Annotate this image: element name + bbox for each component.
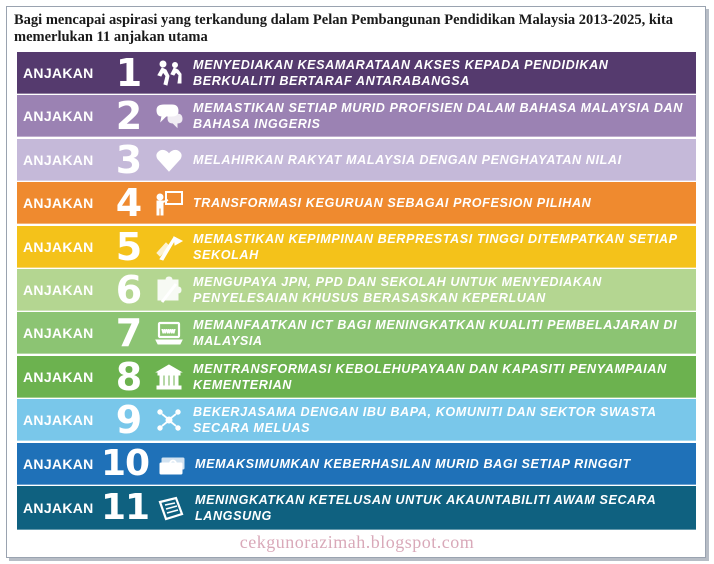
shift-row-10: [17, 443, 696, 485]
shift-label: ANJAKAN: [23, 151, 94, 168]
leader-flag-icon: [151, 231, 187, 263]
footer-watermark: cekgunorazimah.blogspot.com: [239, 532, 475, 552]
shift-description: MENGUPAYA JPN, PPD DAN SEKOLAH UNTUK MENYEDIAKAN PENYELESAIAN KHUSUS BERASASKAN KEPERLUAN: [193, 274, 602, 305]
shift-number: 3: [115, 137, 143, 182]
shift-number: 11: [100, 486, 150, 528]
shift-description: MENTRANSFORMASI KEBOLEHUPAYAAN DAN KAPASITI PENYAMPAIAN KEMENTERIAN: [193, 361, 667, 392]
svg-text:www: www: [162, 329, 175, 336]
shift-description: MENINGKATKAN KETELUSAN UNTUK AKAUNTABILITI AWAM SECARA LANGSUNG: [195, 492, 656, 523]
shift-description: TRANSFORMASI KEGURUAN SEBAGAI PROFESION PILIHAN: [193, 196, 592, 211]
shift-description: MEMASTIKAN KEPIMPINAN BERPRESTASI TINGGI DITEMPATKAN SETIAP SEKOLAH: [193, 231, 678, 262]
shift-number: 9: [115, 398, 143, 443]
shift-number: 8: [115, 354, 143, 399]
shift-row-8: [17, 356, 696, 398]
shift-description: MEMANFAATKAN ICT BAGI MENINGKATKAN KUALITI PEMBELAJARAN DI MALAYSIA: [193, 318, 678, 349]
shift-label: ANJAKAN: [23, 108, 94, 125]
shift-row-11: [17, 486, 696, 530]
shift-label: ANJAKAN: [23, 325, 94, 342]
shift-description: BEKERJASAMA DENGAN IBU BAPA, KOMUNITI DAN SEKTOR SWASTA SECARA MELUAS: [193, 405, 657, 436]
shift-label: ANJAKAN: [23, 281, 94, 298]
shift-row-2: [17, 95, 696, 137]
shift-number: 7: [115, 311, 143, 356]
shift-number: 5: [115, 224, 143, 269]
puzzle-tools-icon: [151, 274, 187, 306]
shift-number: 2: [115, 94, 143, 139]
shift-row-7: [17, 312, 696, 354]
shift-description: MEMASTIKAN SETIAP MURID PROFISIEN DALAM BAHASA MALAYSIA DAN BAHASA INGGERIS: [193, 101, 683, 132]
shift-number: 10: [100, 442, 150, 484]
laptop-icon: [151, 317, 187, 349]
shift-description: MENYEDIAKAN KESAMARATAAN AKSES KEPADA PENDIDIKAN BERKUALITI BERTARAF ANTARABANGSA: [193, 58, 609, 88]
shift-label: ANJAKAN: [23, 412, 94, 429]
teacher-board-icon: [151, 187, 187, 219]
government-building-icon: [151, 361, 187, 393]
shift-number: 4: [115, 181, 143, 226]
shift-label: ANJAKAN: [23, 368, 94, 385]
shift-number: 1: [115, 51, 143, 95]
shift-row-3: [17, 139, 696, 181]
shift-label: ANJAKAN: [23, 499, 94, 516]
shift-label: ANJAKAN: [23, 238, 94, 255]
money-stack-icon: [153, 448, 189, 480]
community-people-icon: [151, 404, 187, 436]
shift-row-1: [17, 52, 696, 94]
shift-row-9: [17, 399, 696, 441]
shift-row-6: [17, 269, 696, 311]
shift-label: ANJAKAN: [23, 195, 94, 212]
shift-label: ANJAKAN: [23, 65, 94, 81]
shift-label: ANJAKAN: [23, 455, 94, 472]
running-people-icon: [151, 57, 187, 89]
shift-number: 6: [115, 267, 143, 312]
shift-description: MELAHIRKAN RAKYAT MALAYSIA DENGAN PENGHAYATAN NILAI: [193, 152, 622, 167]
speech-bubbles-icon: [151, 100, 187, 132]
intro-text: Bagi mencapai aspirasi yang terkandung dalam Pelan Pembangunan Pendidikan Malaysia 2013-2025, kita memerlukan 11 anjakan utama: [14, 12, 674, 45]
shift-description: MEMAKSIMUMKAN KEBERHASILAN MURID BAGI SETIAP RINGGIT: [195, 456, 631, 471]
shift-row-4: [17, 182, 696, 224]
transparency-document-icon: [153, 492, 189, 524]
heart-hands-icon: [151, 144, 187, 176]
shift-row-5: [17, 226, 696, 268]
shift-list: [17, 52, 696, 531]
